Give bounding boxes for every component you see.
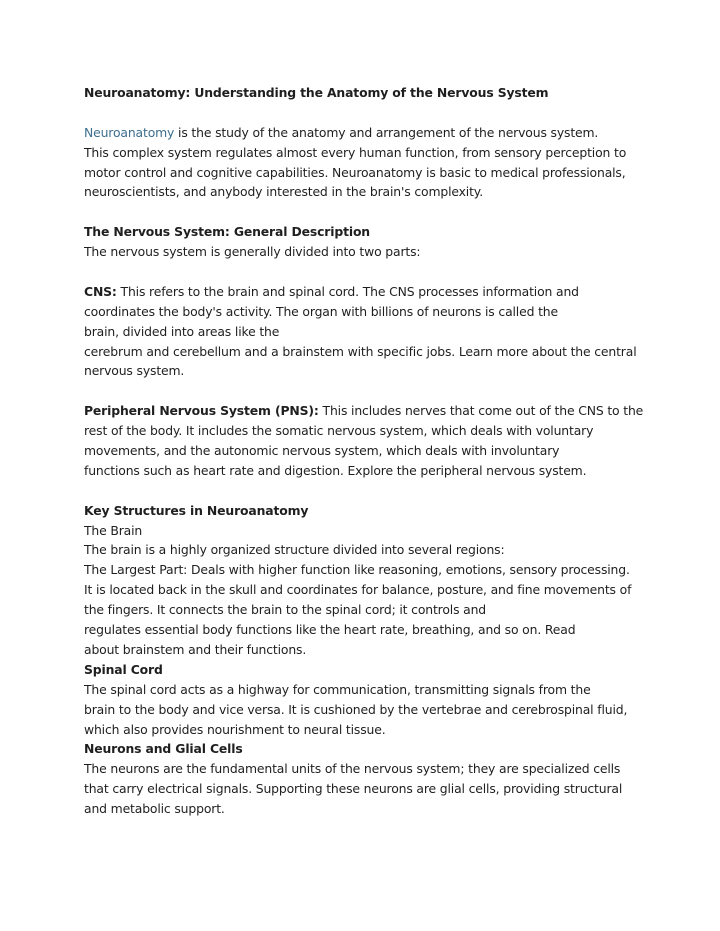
neuroanatomy-link[interactable]: Neuroanatomy — [84, 124, 175, 140]
pns-line-1-text: This includes nerves that come out of the CNS to the — [318, 403, 644, 419]
spinal-line-3: which also provides nourishment to neural tissue. — [84, 721, 386, 737]
cns-label: CNS: — [84, 283, 117, 299]
neurons-line-2: that carry electrical signals. Supporting these neurons are glial cells, providing structural — [84, 781, 623, 797]
spinal-cord-heading: Spinal Cord — [84, 661, 163, 677]
pns-line-2: rest of the body. It includes the somatic nervous system, which deals with voluntary — [84, 423, 594, 439]
cns-line-4: cerebrum and cerebellum and a brainstem with specific jobs. Learn more about the central — [84, 343, 637, 359]
spacer — [84, 103, 654, 123]
spacer — [84, 202, 654, 222]
intro-line-4: neuroscientists, and anybody interested in the brain's complexity. — [84, 184, 484, 200]
brain-line-5: regulates essential body functions like the heart rate, breathing, and so on. Read — [84, 622, 576, 638]
document-page — [84, 83, 654, 819]
intro-line-1 — [84, 123, 654, 143]
brain-line-1: The brain is a highly organized structure divided into several regions: — [84, 542, 505, 558]
spacer — [84, 481, 654, 501]
document-title: Neuroanatomy: Understanding the Anatomy of the Nervous System — [84, 85, 549, 100]
cns-line-1-text: This refers to the brain and spinal cord. The CNS processes information and — [116, 283, 579, 299]
neurons-line-3: and metabolic support. — [84, 801, 225, 817]
pns-line-1 — [84, 401, 654, 421]
brain-line-3: It is located back in the skull and coordinates for balance, posture, and fine movements of — [84, 582, 632, 598]
intro-line-3: motor control and cognitive capabilities. Neuroanatomy is basic to medical professionals, — [84, 164, 626, 180]
brain-line-4: the fingers. It connects the brain to the spinal cord; it controls and — [84, 602, 487, 618]
brain-line-2: The Largest Part: Deals with higher function like reasoning, emotions, sensory processing. — [84, 562, 630, 578]
cns-line-3: brain, divided into areas like the — [84, 323, 280, 339]
intro-line-2: This complex system regulates almost every human function, from sensory perception to — [84, 144, 627, 160]
spacer — [84, 381, 654, 401]
neurons-heading: Neurons and Glial Cells — [84, 741, 243, 757]
cns-line-2: coordinates the body's activity. The organ with billions of neurons is called the — [84, 303, 558, 319]
spinal-line-2: brain to the body and vice versa. It is cushioned by the vertebrae and cerebrospinal fluid, — [84, 701, 628, 717]
spinal-line-1: The spinal cord acts as a highway for communication, transmitting signals from the — [84, 681, 591, 697]
general-heading: The Nervous System: General Description — [84, 224, 370, 240]
key-structures-heading: Key Structures in Neuroanatomy — [84, 502, 309, 518]
neurons-line-1: The neurons are the fundamental units of the nervous system; they are specialized cells — [84, 761, 621, 777]
pns-line-3: movements, and the autonomic nervous system, which deals with involuntary — [84, 443, 560, 459]
general-line-1: The nervous system is generally divided into two parts: — [84, 244, 421, 260]
cns-line-5: nervous system. — [84, 363, 185, 379]
cns-line-1 — [84, 282, 654, 302]
pns-label: Peripheral Nervous System (PNS): — [84, 403, 319, 419]
intro-line-1-text: is the study of the anatomy and arrangement of the nervous system. — [174, 124, 599, 140]
pns-line-4: functions such as heart rate and digestion. Explore the peripheral nervous system. — [84, 462, 587, 478]
brain-line-6: about brainstem and their functions. — [84, 641, 307, 657]
spacer — [84, 262, 654, 282]
brain-heading: The Brain — [84, 522, 143, 538]
